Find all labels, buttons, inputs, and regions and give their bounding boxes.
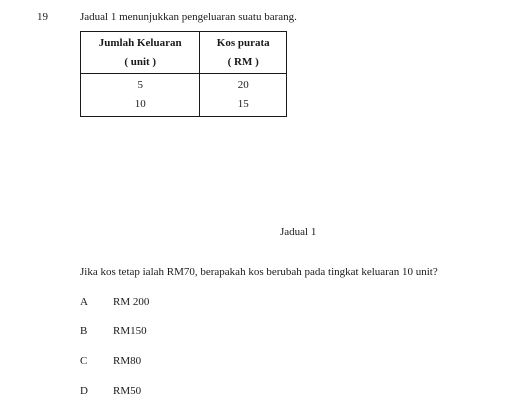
option-letter: D (80, 385, 88, 397)
question-stem: Jadual 1 menunjukkan pengeluaran suatu barang. (80, 11, 297, 23)
table-caption: Jadual 1 (280, 226, 317, 238)
cell-value: 20 (237, 79, 249, 91)
option-text: RM80 (113, 355, 142, 367)
question-prompt: Jika kos tetap ialah RM70, berapakah kos berubah pada tingkat keluaran 10 unit? (80, 266, 438, 278)
table-row (81, 74, 287, 117)
cell-value: 15 (237, 98, 249, 110)
header-unit: ( RM ) (227, 55, 259, 68)
option-letter: B (80, 325, 88, 337)
table-cell-average-cost (200, 74, 287, 117)
option-text: RM150 (113, 325, 147, 337)
table-header-row (81, 32, 287, 74)
output-cost-table (80, 31, 287, 117)
option-text: RM50 (113, 385, 142, 397)
cell-value: 10 (134, 98, 146, 110)
header-jumlah-keluaran (81, 32, 200, 74)
table-cell-output (81, 74, 200, 117)
header-line: Jumlah Keluaran (98, 36, 182, 49)
header-unit: ( unit ) (124, 55, 157, 68)
header-line: Kos purata (216, 36, 270, 49)
header-kos-purata (200, 32, 287, 74)
option-letter: C (80, 355, 88, 367)
question-number: 19 (37, 11, 48, 23)
cell-value: 5 (137, 79, 143, 91)
option-letter: A (80, 296, 88, 308)
option-text: RM 200 (113, 296, 150, 308)
